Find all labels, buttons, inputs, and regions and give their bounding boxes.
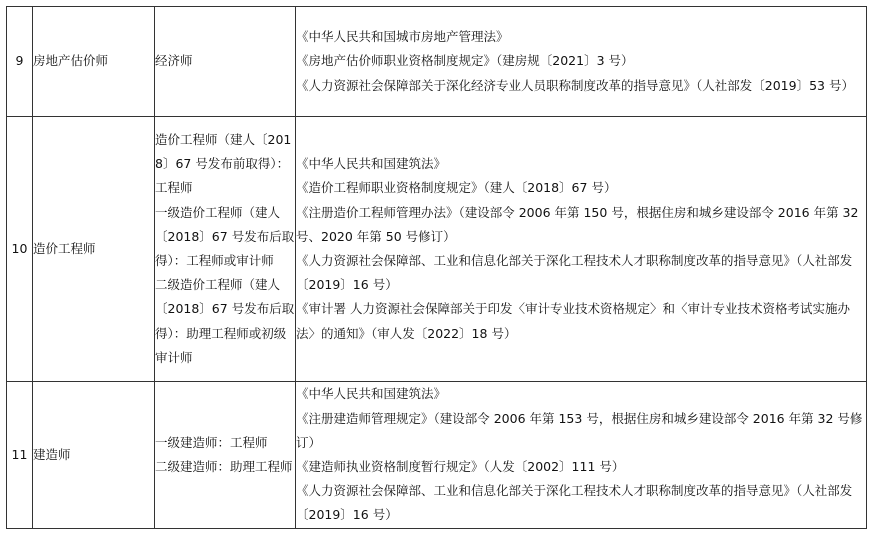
title-cell (155, 382, 296, 529)
row-number: 10 (7, 117, 33, 382)
basis-line: 《审计署 人力资源社会保障部关于印发〈审计专业技术资格规定〉和〈审计专业技术资格考试实施办法〉的通知》（审人发〔2022〕18 号） (296, 301, 850, 341)
basis-cell (296, 117, 867, 382)
title-cell (155, 117, 296, 382)
title-line: 一级建造师：工程师 (155, 434, 268, 450)
basis-line: 《中华人民共和国建筑法》 (296, 156, 447, 172)
title-line: 造价工程师（建人〔2018〕67 号发布前取得）：工程师 (155, 131, 292, 196)
basis-line: 《房地产估价师职业资格制度规定》（建房规〔2021〕3 号） (296, 53, 634, 69)
qualification-name: 造价工程师 (33, 117, 155, 382)
table-row (7, 7, 867, 117)
basis-line: 《人力资源社会保障部、工业和信息化部关于深化工程技术人才职称制度改革的指导意见》（人社部发〔2019〕16 号） (296, 253, 853, 293)
basis-cell (296, 7, 867, 117)
row-number: 11 (7, 382, 33, 529)
basis-line: 《人力资源社会保障部、工业和信息化部关于深化工程技术人才职称制度改革的指导意见》（人社部发〔2019〕16 号） (296, 483, 853, 523)
title-line: 二级造价工程师（建人〔2018〕67 号发布后取得）：助理工程师或初级审计师 (155, 277, 295, 365)
table-row (7, 117, 867, 382)
basis-line: 《造价工程师职业资格制度规定》（建人〔2018〕67 号） (296, 180, 617, 196)
basis-line: 《注册造价工程师管理办法》（建设部令 2006 年第 150 号，根据住房和城乡建设部令 2016 年第 32 号、2020 年第 50 号修订） (296, 204, 859, 244)
basis-line: 《中华人民共和国城市房地产管理法》 (296, 29, 509, 45)
basis-line: 《注册建造师管理规定》（建设部令 2006 年第 153 号，根据住房和城乡建设部令 2016 年第 32 号修订） (296, 410, 863, 450)
row-number: 9 (7, 7, 33, 117)
qualification-name: 房地产估价师 (33, 7, 155, 117)
basis-line: 《人力资源社会保障部关于深化经济专业人员职称制度改革的指导意见》（人社部发〔2019〕53 号） (296, 77, 854, 93)
title-line: 一级造价工程师（建人〔2018〕67 号发布后取得）：工程师或审计师 (155, 204, 295, 268)
basis-line: 《建造师执业资格制度暂行规定》（人发〔2002〕111 号） (296, 459, 625, 474)
title-cell (155, 7, 296, 117)
title-line: 二级建造师：助理工程师 (155, 459, 293, 474)
basis-line: 《中华人民共和国建筑法》 (296, 386, 447, 402)
basis-cell (296, 382, 867, 529)
qualification-name: 建造师 (33, 382, 155, 529)
title-line: 经济师 (155, 53, 193, 69)
qualification-table (6, 6, 867, 529)
table-row (7, 382, 867, 529)
